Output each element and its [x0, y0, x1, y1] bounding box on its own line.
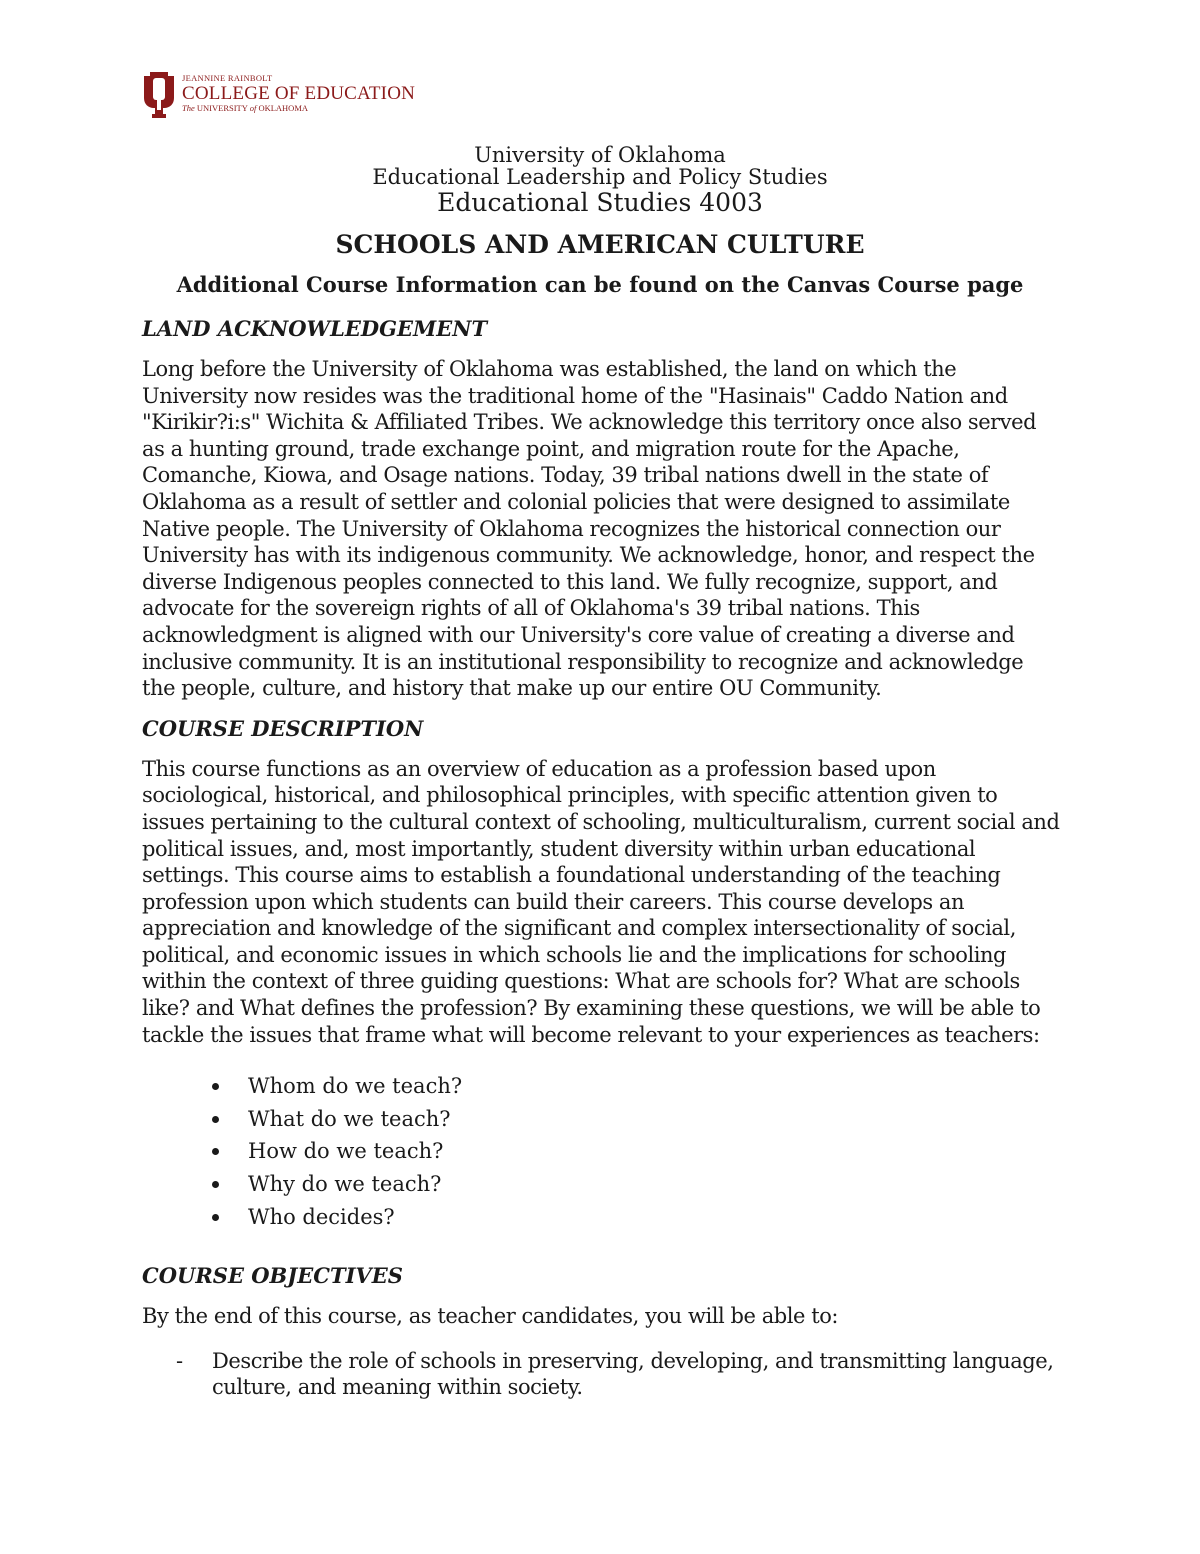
canvas-note: Additional Course Information can be found on the Canvas Course page	[176, 272, 1024, 297]
university-name: University of Oklahoma	[474, 143, 726, 167]
bullet-icon	[212, 1116, 219, 1123]
question-text: Why do we teach?	[248, 1172, 442, 1197]
logo-line-3-main: UNIVERSITY	[196, 102, 248, 113]
question-text: Whom do we teach?	[248, 1074, 463, 1099]
logo-line-3	[182, 104, 415, 113]
objective-text: Describe the role of schools in preserving, developing, and transmitting language, culture, and meaning within society.	[212, 1348, 1054, 1400]
dash-marker: -	[176, 1348, 183, 1373]
course-number: Educational Studies 4003	[437, 188, 763, 217]
guiding-questions-list	[142, 1070, 1062, 1233]
list-item	[210, 1168, 1062, 1201]
list-item	[210, 1103, 1062, 1136]
bullet-icon	[212, 1148, 219, 1155]
course-objectives-intro: By the end of this course, as teacher candidates, you will be able to:	[142, 1304, 839, 1329]
syllabus-body	[142, 316, 1062, 1401]
list-item	[210, 1201, 1062, 1234]
bullet-icon	[212, 1181, 219, 1188]
logo-wordmark	[182, 74, 415, 112]
course-description-text: This course functions as an overview of education as a profession based upon sociological, historical, and philosophical principles, with specific attention given to issues pertaining to the cultural context of schooling, multiculturalism, current social and political issues, and, most importantly, student diversity within urban educational settings. This course aims to establish a foundational understanding of the teaching profession upon which students can build their careers. This course develops an appreciation and knowledge of the significant and complex intersectionality of social, political, and economic issues in which schools lie and the implications for schooling within the context of three guiding questions: What are schools for? What are schools like? and What defines the profession? By examining these questions, we will be able to tackle the issues that frame what will become relevant to your experiences as teachers:	[142, 756, 1060, 1047]
objectives-list	[142, 1348, 1062, 1401]
question-text: What do we teach?	[248, 1106, 451, 1131]
course-objectives-heading: COURSE OBJECTIVES	[142, 1263, 403, 1289]
logo-line-3-of: of	[249, 102, 257, 113]
logo-line-3-prefix: The	[182, 102, 195, 113]
list-item	[210, 1135, 1062, 1168]
course-title: SCHOOLS AND AMERICAN CULTURE	[335, 230, 865, 259]
logo-line-3-end: OKLAHOMA	[258, 102, 309, 113]
list-item	[174, 1348, 1062, 1401]
bullet-icon	[212, 1083, 219, 1090]
logo-line-2: COLLEGE OF EDUCATION	[182, 82, 416, 104]
land-acknowledgement-text: Long before the University of Oklahoma was established, the land on which the University now resides was the traditional home of the "Hasinais" Caddo Nation and "Kirikir?i:s" Wichita & Affiliated Tribes. We acknowledge this territory once also served as a hunting ground, trade exchange point, and migration route for the Apache, Comanche, Kiowa, and Osage nations. Today, 39 tribal nations dwell in the state of Oklahoma as a result of settler and colonial policies that were designed to assimilate Native people. The University of Oklahoma recognizes the historical connection our University has with its indigenous community. We acknowledge, honor, and respect the diverse Indigenous peoples connected to this land. We fully recognize, support, and advocate for the sovereign rights of all of Oklahoma's 39 tribal nations. This acknowledgment is aligned with our University's core value of creating a diverse and inclusive community. It is an institutional responsibility to recognize and acknowledge the people, culture, and history that make up our entire OU Community.	[142, 357, 1037, 701]
department-name: Educational Leadership and Policy Studies	[372, 165, 828, 189]
question-text: How do we teach?	[248, 1139, 444, 1164]
bullet-icon	[212, 1214, 219, 1221]
ou-logo-icon	[140, 70, 178, 118]
land-acknowledgement-heading: LAND ACKNOWLEDGEMENT	[142, 316, 488, 341]
question-text: Who decides?	[248, 1204, 395, 1229]
logo-line-1: JEANNINE RAINBOLT	[182, 73, 273, 83]
college-logo	[140, 68, 430, 120]
course-description-heading: COURSE DESCRIPTION	[142, 715, 424, 741]
list-item	[210, 1070, 1062, 1103]
